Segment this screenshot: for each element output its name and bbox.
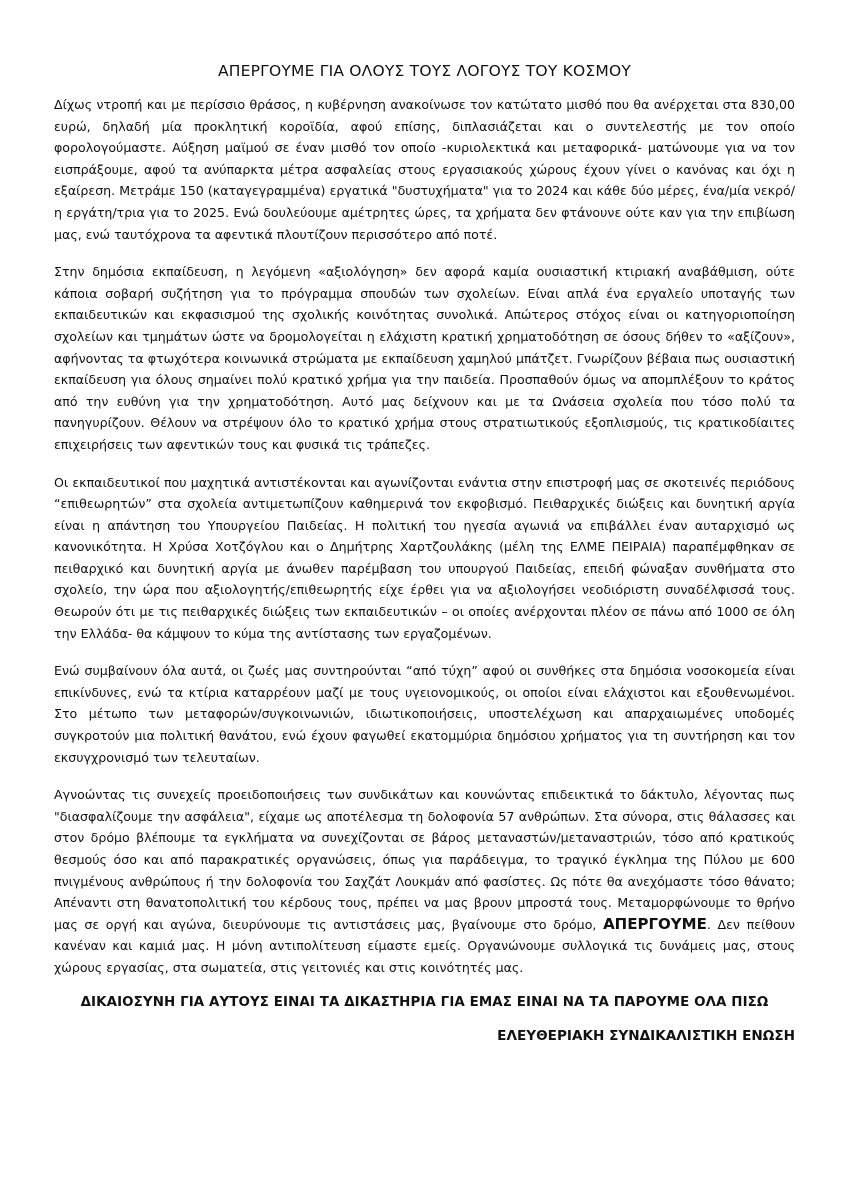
paragraph-education: Στην δημόσια εκπαίδευση, η λεγόμενη «αξιολόγηση» δεν αφορά καμία ουσιαστική κτιριακή αναβάθμιση, ούτε κάποια σοβαρή συζήτηση για το πρόγραμμα σπουδών των σχολείων. Είναι απλά ένα εργαλείο υποταγής των εκπαιδευτικών και εκφασισμού της σχολικής κοινότητας συνολικά. Απώτερος στόχος είναι οι κατηγοριοποίηση σχολείων και τμημάτων ώστε να δρομολογείται η ελάχιστη κρατική χρηματοδότηση σε όσους δήθεν το «αξίζουν», αφήνοντας τα φτωχότερα κοινωνικά στρώματα με εκπαίδευση χαμηλού μπάτζετ. Γνωρίζουν βέβαια πως ουσιαστική εκπαίδευση για όλους σημαίνει πολύ κρατικό χρήμα για την παιδεία. Προσπαθούν όμως να απομπλέξουν το κράτος από την ευθύνη για την χρηματοδότηση. Αυτό μας δείχνουν και με τα Ωνάσεια σχολεία που τόσο πολύ τα πανηγυρίζουν. Θέλουν να στρέψουν όλο το κρατικό χρήμα στους στρατιωτικούς εξοπλισμούς, τις κρατικοδίαιτες επιχειρήσεις των αφεντικών τους και φυσικά τις τράπεζες. bbox=[54, 264, 795, 452]
strike-emphasis: ΑΠΕΡΓΟΥΜΕ bbox=[603, 914, 707, 933]
paragraph-teachers: Οι εκπαιδευτικοί που μαχητικά αντιστέκονται και αγωνίζονται ενάντια στην επιστροφή μας σε σκοτεινές περιόδους “επιθεωρητών” στα σχολεία αντιμετωπίζουν καθημερινά τον εκφοβισμό. Πειθαρχικές διώξεις και δυνητική αργία είναι η απάντηση του Υπουργείου Παιδείας. Η πολιτική του ηγεσία αγωνιά να επιβάλλει έναν αυταρχισμό ως κανονικότητα. Η Χρύσα Χοτζόγλου και ο Δημήτρης Χαρτζουλάκης (μέλη της ΕΛΜΕ ΠΕΙΡΑΙΑ) παραπέμφθηκαν σε πειθαρχικό και δυνητική αργία με άνωθεν παρέμβαση του υπουργού Παιδείας, επειδή φώναξαν συνθήματα στο σχολείο, την ώρα που αξιολογητής/επιθεωρητής είχε έρθει για να αξιολογήσει νεοδιόριστη συναδέλφισσά τους. Θεωρούν ότι με τις πειθαρχικές διώξεις των εκπαιδευτικών – οι οποίες ανέρχονται πλέον σε πάνω από 1000 σε όλη την Ελλάδα- θα κάμψουν το κύμα της αντίστασης των εργαζομένων. bbox=[54, 474, 795, 641]
paragraph-call-text-before: Αγνοώντας τις συνεχείς προειδοποιήσεις των συνδικάτων και κουνώντας επιδεικτικά το δάκτυλο, λέγοντας πως "διασφαλίζουμε την ασφάλεια", είχαμε ως αποτέλεσμα τη δολοφονία 57 ανθρώπων. Στα σύνορα, στις θάλασσες και στον δρόμο βλέπουμε τα εγκλήματα να συνεχίζονται σε βάρος μεταναστών/μεταναστριών, τόσο από κρατικούς θεσμούς όσο και από παρακρατικές οργανώσεις, όπως για παράδειγμα, το τραγικό έγκλημα της Πύλου με 600 πνιγμένους ανθρώπους ή την δολοφονία του Σαχζάτ Λουκμάν από φασίστες. Ως πότε θα ανεχόμαστε τόσο θάνατο; Απέναντι στη θανατοπολιτική του κέρδους τους, πρέπει να μας βρουν μπροστά τους. Μεταμορφώνουμε το θρήνο μας σε οργή και αγώνα, διευρύνουμε τις αντιστάσεις μας, βγαίνουμε στο δρόμο, bbox=[54, 787, 795, 932]
signature: ΕΛΕΥΘΕΡΙΑΚΗ ΣΥΝΔΙΚΑΛΙΣΤΙΚΗ ΕΝΩΣΗ bbox=[497, 1027, 795, 1044]
document-title: ΑΠΕΡΓΟΥΜΕ ΓΙΑ ΟΛΟΥΣ ΤΟΥΣ ΛΟΓΟΥΣ ΤΟΥ ΚΟΣΜΟΥ bbox=[217, 62, 632, 80]
paragraph-call-text-after: . Δεν πείθουν κανέναν και καμιά μας. Η μόνη αντιπολίτευση είμαστε εμείς. Οργανώνουμε συλλογικά τις δυνάμεις μας, στους χώρους εργασίας, στα σωματεία, στις γειτονιές και στις κοινότητές μας. bbox=[54, 916, 795, 975]
paragraph-call-to-strike bbox=[54, 784, 795, 978]
paragraph-health-transport: Ενώ συμβαίνουν όλα αυτά, οι ζωές μας συντηρούνται “από τύχη” αφού οι συνθήκες στα δημόσια νοσοκομεία είναι επικίνδυνες, ενώ τα κτίρια καταρρέουν μαζί με τους υγειονομικούς, οι οποίοι είναι ελάχιστοι και εξουθενωμένοι. Στο μέτωπο των μεταφορών/συγκοινωνιών, ιδιωτικοποιήσεις, υποστελέχωση και απαρχαιωμένες υποδομές συγκροτούν μια πολιτική θανάτου, ενώ έχουν φαγωθεί εκατομμύρια δημόσιου χρήματος για τη συντήρηση και τον εκσυγχρονισμό των τελευταίων. bbox=[54, 663, 795, 765]
document-page bbox=[54, 62, 795, 1044]
paragraph-wages: Δίχως ντροπή και με περίσσιο θράσος, η κυβέρνηση ανακοίνωσε τον κατώτατο μισθό που θα ανέρχεται στα 830,00 ευρώ, δηλαδή μία προκλητική κοροϊδία, αφού επίσης, διπλασιάζεται και ο συντελεστής με τον οποίο φορολογούμαστε. Αύξηση μαϊμού σε έναν μισθό τον οποίο -κυριολεκτικά και μεταφορικά- ματώνουμε για να τον εισπράξουμε, αφού τα ανύπαρκτα μέτρα ασφαλείας στους εργασιακούς χώρους έχουν γίνει ο κανόνας και όχι η εξαίρεση. Μετράμε 150 (καταγεγραμμένα) εργατικά "δυστυχήματα" για το 2024 και κάθε δύο μέρες, ένα/μία νεκρό/η εργάτη/τρια για το 2025. Ενώ δουλεύουμε αμέτρητες ώρες, τα χρήματα δεν φτάνουνε ούτε καν για την επιβίωση μας, ενώ ταυτόχρονα τα αφεντικά πλουτίζουν περισσότερο από ποτέ. bbox=[54, 97, 795, 242]
closing-slogan: ΔΙΚΑΙΟΣΥΝΗ ΓΙΑ ΑΥΤΟΥΣ ΕΙΝΑΙ ΤΑ ΔΙΚΑΣΤΗΡΙΑ ΓΙΑ ΕΜΑΣ ΕΙΝΑΙ ΝΑ ΤΑ ΠΑΡΟΥΜΕ ΟΛΑ ΠΙΣΩ bbox=[80, 994, 769, 1010]
